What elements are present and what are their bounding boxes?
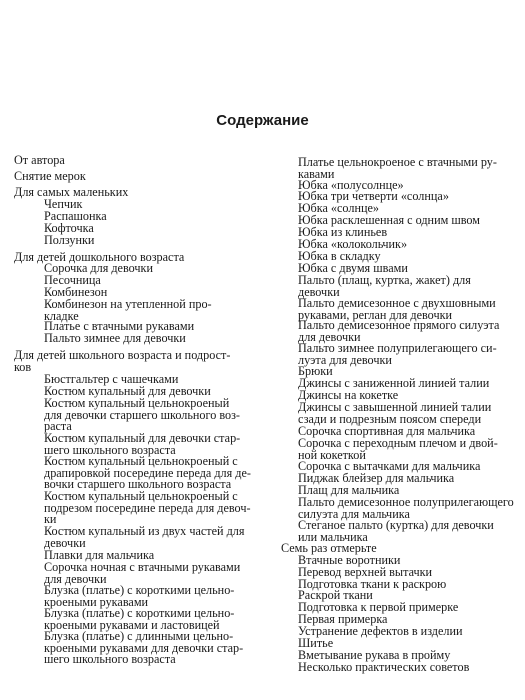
toc-entry-line: сзади и подрезным поясом спереди [298,411,482,426]
toc-entry-line: Комбинезон на утепленной про- [44,297,212,311]
toc-entry-line: Ползунки [44,233,95,247]
toc-entry-line: Блузка (платье) с короткими цельно- [44,583,235,597]
toc-entry-line: Костюм купальный цельнокроеный с [44,489,238,503]
toc-entry-line: шего школьного возраста [44,442,176,457]
toc-entry [44,333,186,345]
toc-entry [44,235,94,247]
toc-entry-line: кавами [298,166,335,181]
toc-entry-line: Платье цельнокроеное с втачными ру- [298,155,497,169]
toc-entry [298,438,498,461]
toc-entry-line: Снятие мерок [14,169,86,183]
toc-entry [14,350,230,373]
toc-entry-line: луэта для девочки [298,352,392,367]
toc-entry-line: Юбка три четверти «солнца» [298,189,449,203]
toc-entry-line: Сорочка ночная с втачными рукавами [44,560,241,574]
toc-entry-line: Несколько практических советов [298,660,470,674]
toc-entry [44,526,244,549]
toc-entry-line: Костюм купальный цельнокроеный с [44,454,238,468]
toc-entry-line: Пальто демисезонное прямого силуэта [298,318,500,332]
toc-entry-line: кроеными рукавами [44,594,149,609]
toc-entry-line: шего школьного возраста [44,652,176,666]
toc-entry-line: Для детей дошкольного возраста [14,250,185,264]
toc-entry-line: Сорочка с вытачками для мальчика [298,459,481,473]
toc-entry-line: девочки [298,284,340,299]
toc-entry-line: подрезом посередине переда для девоч- [44,500,251,515]
toc-entry-line: Блузка (платье) с короткими цельно- [44,606,235,620]
toc-entry-line: Брюки [298,364,333,378]
toc-entry [298,497,514,520]
toc-entry [44,433,240,456]
toc-entry-line: Пальто (плащ, куртка, жакет) для [298,273,471,287]
toc-entry-line: Плавки для мальчика [44,548,155,562]
toc-entry-line: Юбка «полусолнце» [298,178,404,192]
toc-entry-line: Джинсы с заниженной линией талии [298,376,490,390]
toc-entry-line: Чепчик [44,197,83,211]
toc-entry-line: От автора [14,153,65,167]
toc-entry-line: девочки [44,535,86,550]
page-title: Содержание [216,112,309,129]
toc-entry [298,320,499,343]
toc-entry [44,608,234,631]
toc-entry-line: для девочки [298,329,361,344]
toc-entry-line: кладке [44,308,79,323]
toc-entry-line: Плащ для мальчика [298,483,400,497]
toc-entry-line: Джинсы с завышенной линией талии [298,400,492,414]
toc-entry-line: Пальто демисезонное полуприлегающего [298,495,514,509]
toc-entry-line: Песочница [44,273,101,287]
toc-entry-line: Шитье [298,636,334,650]
toc-entry-line: Юбка с двумя швами [298,261,408,275]
toc-entry-line: Пальто зимнее полуприлегающего си- [298,341,497,355]
toc-entry-line: Первая примерка [298,612,388,626]
toc-entry-line: Бюстгальтер с чашечками [44,372,179,386]
toc-entry-line: Пальто демисезонное с двухшовными [298,296,496,310]
toc-entry [44,491,251,526]
toc-entry-line: Пальто зимнее для девочки [44,331,186,345]
toc-entry-line: Кофточка [44,221,94,235]
toc-entry-line: Костюм купальный для девочки стар- [44,431,241,445]
toc-entry-line: Костюм купальный цельнокроеный [44,396,230,410]
toc-entry [298,520,494,543]
toc-entry-line: ной кокеткой [298,447,366,462]
toc-entry [298,662,469,674]
toc-entry-line: драпировкой посередине переда для де- [44,465,251,480]
toc-entry-line: Юбка в складку [298,249,381,263]
toc-entry-line: Семь раз отмерьте [281,541,377,555]
toc-entry [44,398,240,433]
toc-entry-line: силуэта для мальчика [298,506,410,521]
toc-entry-line: Блузка (платье) с длинными цельно- [44,629,234,643]
toc-entry-line: Для детей школьного возраста и подрост- [14,348,231,362]
toc-entry [298,275,471,298]
toc-entry-line: или мальчика [298,529,368,544]
toc-entry-line: Сорочка с переходным плечом и двой- [298,436,498,450]
toc-entry-line: Устранение дефектов в изделии [298,624,463,638]
toc-entry-line: Юбка из клиньев [298,225,388,239]
toc-entry-line: Перевод верхней вытачки [298,565,433,579]
toc-entry [14,171,86,183]
toc-entry [44,585,234,608]
toc-entry-line: Распашонка [44,209,107,223]
toc-entry [44,631,243,666]
toc-entry-line: для девочки [44,571,107,586]
toc-entry [298,157,497,180]
toc-entry-line: Костюм купальный из двух частей для [44,524,245,538]
toc-entry-line: Юбка «солнце» [298,201,379,215]
toc-entry-line: раста [44,419,72,433]
toc-entry-line: Сорочка для девочки [44,261,153,275]
toc-entry-line: Юбка расклешенная с одним швом [298,213,480,227]
toc-entry-line: Юбка «колокольчик» [298,237,408,251]
toc-entry-line: Джинсы на кокетке [298,388,399,402]
toc-entry-line: вочки старшего школьного возраста [44,477,232,491]
toc-entry-line: Стеганое пальто (куртка) для девочки [298,518,494,532]
toc-entry-line: для девочки старшего школьного воз- [44,407,240,422]
toc-entry-line: Вметывание рукава в пройму [298,648,451,662]
toc-entry-line: Пиджак блейзер для мальчика [298,471,455,485]
toc-entry-line: рукавами, реглан для девочки [298,307,453,322]
toc-entry-line: Для самых маленьких [14,185,129,199]
toc-entry-line: Платье с втачными рукавами [44,319,195,333]
toc-entry-line: Раскрой ткани [298,588,373,602]
toc-entry-line: Сорочка спортивная для мальчика [298,424,476,438]
toc-entry [14,155,65,167]
toc-entry-line: кроеными рукавами для девочки стар- [44,640,244,655]
toc-entry-line: Костюм купальный для девочки [44,384,211,398]
toc-entry [298,343,497,366]
toc-entry [298,402,491,425]
toc-entry-line: Втачные воротники [298,553,401,567]
toc-entry [44,562,240,585]
toc-entry-line: ки [44,512,57,526]
toc-entry-line: кроеными рукавами и ластовицей [44,617,220,632]
toc-entry-line: ков [14,359,32,374]
toc-entry [44,456,251,491]
toc-entry-line: Подготовка ткани к раскрою [298,577,447,591]
toc-entry-line: Комбинезон [44,285,108,299]
toc-entry-line: Подготовка к первой примерке [298,600,459,614]
